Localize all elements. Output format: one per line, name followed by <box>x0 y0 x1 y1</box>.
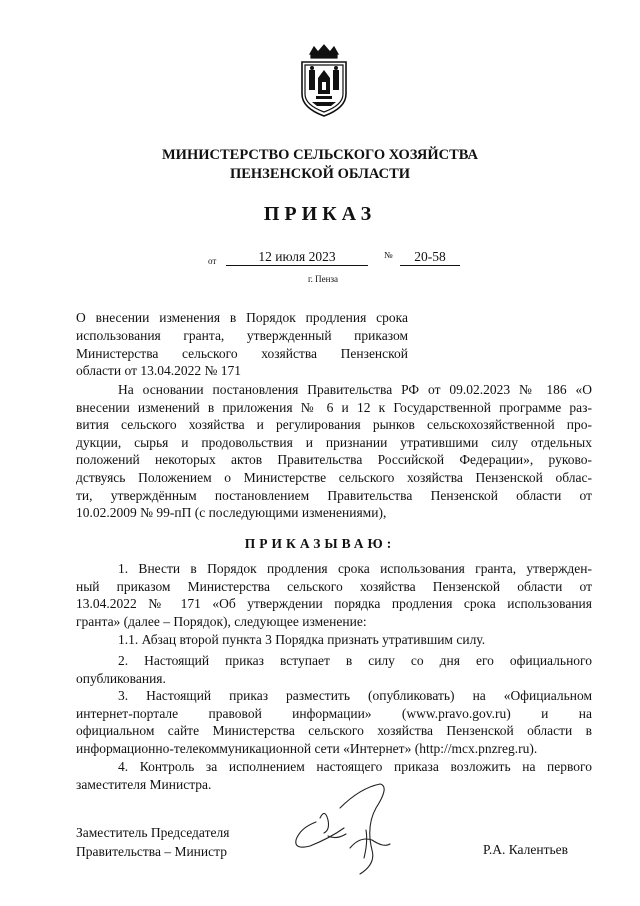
document-type-title: ПРИКАЗ <box>263 203 377 225</box>
item-line: опубликования. <box>76 670 166 686</box>
ministry-name-line1: МИНИСТЕРСТВО СЕЛЬСКОГО ХОЗЯЙСТВА <box>162 147 478 163</box>
preamble-line: дукции, сырья и продовольствия и признании утратившими силу отдельных <box>76 434 592 450</box>
item-line: официальном сайте Министерства сельского хозяйства Пензенской области в <box>76 723 592 739</box>
coat-of-arms-emblem <box>296 44 352 118</box>
number-prefix: № <box>384 250 393 260</box>
preamble-line: дствуясь Положением о Министерстве сельского хозяйства Пензенской облас- <box>76 469 592 485</box>
orders-heading: ПРИКАЗЫВАЮ: <box>244 536 396 551</box>
document-date: 12 июля 2023 <box>226 248 368 266</box>
ministry-name-line2: ПЕНЗЕНСКОЙ ОБЛАСТИ <box>229 166 411 182</box>
item-line: 3. Настоящий приказ разместить (опубликовать) на «Официальном <box>118 688 592 703</box>
order-item-1-1 <box>76 631 592 649</box>
handwritten-signature <box>280 778 410 878</box>
item-line: информационно-телекоммуникационной сети «Интернет» (http://mcx.pnzreg.ru). <box>76 740 538 756</box>
signatory-position-line2: Правительства – Министр <box>76 844 227 859</box>
preamble-paragraph <box>76 381 592 522</box>
preamble-line: 10.02.2009 № 99-пП (с последующими изменениями), <box>76 505 387 521</box>
item-line: заместителя Министра. <box>76 776 212 792</box>
document-number: 20-58 <box>400 248 460 266</box>
item-line: 4. Контроль за исполнением настоящего приказа возложить на первого <box>118 759 592 774</box>
item-line: 2. Настоящий приказ вступает в силу со дня его официального <box>118 653 592 668</box>
document-city: г. Пенза <box>308 274 339 284</box>
item-line: ный приказом Министерства сельского хозяйства Пензенской области от <box>76 578 592 594</box>
item-line: гранта» (далее – Порядок), следующее изменение: <box>76 613 367 629</box>
signatory-position <box>76 823 229 861</box>
item-line: 1.1. Абзац второй пункта 3 Порядка признать утратившим силу. <box>118 632 486 647</box>
order-item-1 <box>76 560 592 630</box>
preamble-line: ти, утверждённым постановлением Правительства Пензенской области от <box>76 487 592 503</box>
item-line: 13.04.2022 № 171 «Об утверждении порядка продления срока использования <box>76 596 592 612</box>
preamble-line: положений некоторых актов Правительства Российской Федерации», руково- <box>76 452 592 468</box>
item-line: 1. Внести в Порядок продления срока использования гранта, утвержден- <box>118 561 592 576</box>
preamble-line: На основании постановления Правительства РФ от 09.02.2023 № 186 «О <box>118 382 592 397</box>
item-line: интернет-портале правовой информации» (www.pravo.gov.ru) и на <box>76 705 592 721</box>
preamble-line: вития сельского хозяйства и регулирования рынков сельскохозяйственной про- <box>76 417 592 433</box>
subject-line: Министерства сельского хозяйства Пензенской <box>76 345 408 361</box>
signatory-position-line1: Заместитель Председателя <box>76 825 230 840</box>
subject-line: О внесении изменения в Порядок продления срока <box>76 310 408 325</box>
preamble-line: внесении изменений в приложения № 6 и 12 к Государственной программе раз- <box>76 399 592 415</box>
document-subject <box>76 309 408 380</box>
subject-line: использования гранта, утвержденный приказом <box>76 327 408 343</box>
subject-line: области от 13.04.2022 № 171 <box>76 363 241 379</box>
order-item-2 <box>76 652 592 687</box>
signatory-name: Р.А. Калентьев <box>483 842 569 857</box>
order-item-3 <box>76 687 592 757</box>
date-prefix: от <box>208 256 217 266</box>
